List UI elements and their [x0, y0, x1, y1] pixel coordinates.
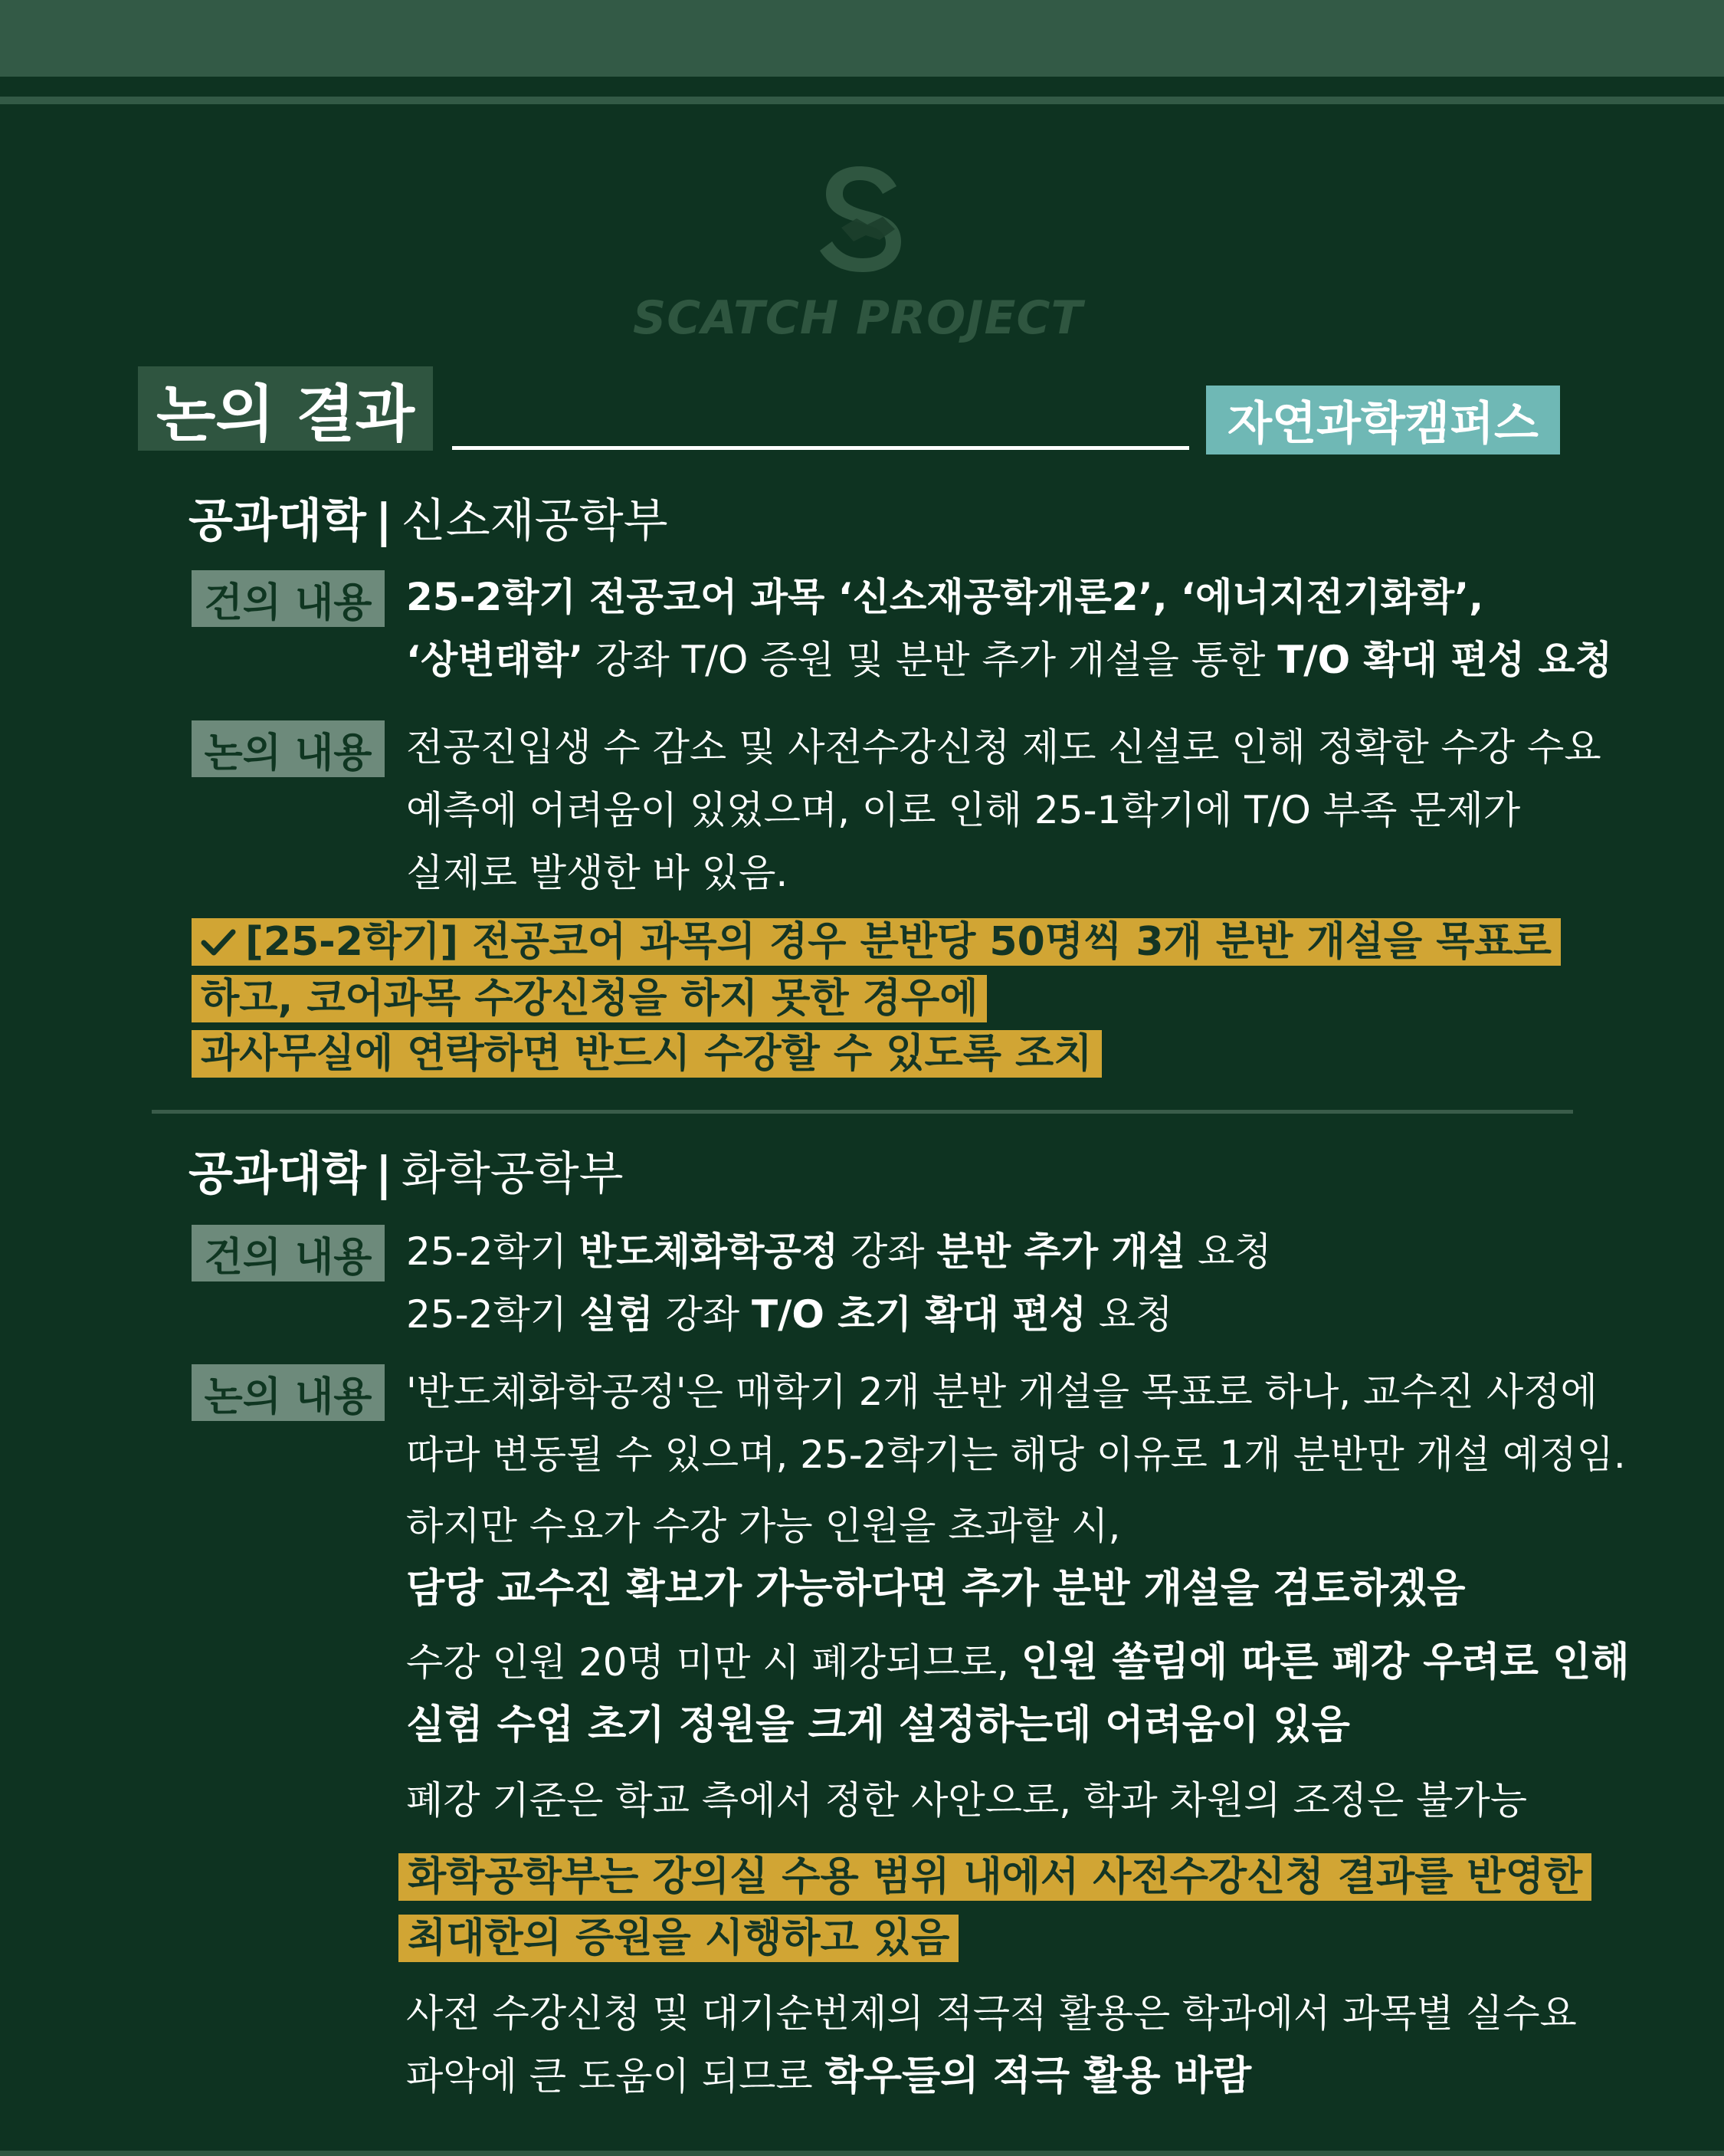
department-name: 화학공학부 [401, 1147, 624, 1201]
discussion-paragraph-1 [406, 1360, 1626, 1486]
section-heading-1 [188, 484, 668, 550]
proposal-line: 25-2학기 전공코어 과목 ‘신소재공학개론2’, ‘에너지전기화학’, [406, 575, 1484, 619]
proposal-tag: 건의 내용 [192, 570, 385, 627]
proposal-line-bold: T/O 확대 편성 요청 [1277, 638, 1613, 682]
college-name: 공과대학 [188, 1147, 366, 1201]
proposal-text [406, 1220, 1272, 1346]
proposal-tag: 건의 내용 [192, 1225, 385, 1281]
proposal-text [406, 566, 1612, 691]
result-text: [25-2학기] 전공코어 과목의 경우 분반당 50명씩 3개 분반 개설을 목표로 [245, 919, 1552, 965]
department-name: 신소재공학부 [401, 494, 668, 548]
discussion-tag: 논의 내용 [192, 1364, 385, 1421]
discussion-line-bold: 담당 교수진 확보가 가능하다면 추가 분반 개설을 검토하겠음 [406, 1566, 1466, 1612]
proposal-bold: 반도체화학공정 [578, 1229, 839, 1274]
discussion-regular: 수강 인원 20명 미만 시 폐강되므로, [406, 1640, 1021, 1685]
discussion-paragraph-2 [406, 1495, 1466, 1620]
section-heading-2 [188, 1137, 624, 1203]
discussion-line: 실제로 발생한 바 있음. [406, 851, 788, 895]
proposal-bold: T/O 초기 확대 편성 [751, 1292, 1087, 1337]
proposal-regular: 강좌 [838, 1229, 937, 1274]
discussion-line: '반도체화학공정'은 매학기 2개 분반 개설을 목표로 하나, 교수진 사정에 [406, 1370, 1598, 1414]
discussion-line: 전공진입생 수 감소 및 사전수강신청 제도 신설로 인해 정확한 수강 수요 [406, 725, 1601, 770]
college-name: 공과대학 [188, 494, 366, 548]
discussion-bold: 학우들의 적극 활용 바람 [824, 2053, 1252, 2099]
page-title: 논의 결과 [138, 366, 433, 451]
result-highlight-line [192, 918, 1561, 966]
discussion-line: 따라 변동될 수 있으며, 25-2학기는 해당 이유로 1개 분반만 개설 예정임. [406, 1432, 1626, 1477]
proposal-regular: 25-2학기 [406, 1292, 579, 1337]
bottom-divider [0, 2151, 1724, 2156]
section-divider [152, 1110, 1573, 1114]
proposal-regular: 강좌 [653, 1292, 752, 1337]
proposal-bold: 실험 [578, 1292, 654, 1337]
top-divider [0, 97, 1724, 104]
proposal-bold: 분반 추가 개설 [936, 1229, 1186, 1274]
discussion-paragraph-5 [406, 1982, 1577, 2108]
discussion-text [406, 716, 1601, 904]
checkmark-icon [201, 927, 236, 958]
scatch-logo-icon [812, 157, 913, 280]
discussion-paragraph-3 [406, 1631, 1630, 1757]
title-underline [452, 446, 1189, 450]
discussion-tag: 논의 내용 [192, 720, 385, 777]
result-highlight-line: 하고, 코어과목 수강신청을 하지 못한 경우에 [192, 975, 987, 1022]
result-highlight-line: 과사무실에 연락하면 반드시 수강할 수 있도록 조치 [192, 1030, 1102, 1078]
campus-badge: 자연과학캠퍼스 [1206, 386, 1560, 454]
proposal-regular: 요청 [1185, 1229, 1272, 1274]
proposal-regular: 요청 [1086, 1292, 1173, 1337]
discussion-line: 예측에 어려움이 있었으며, 이로 인해 25-1학기에 T/O 부족 문제가 [406, 788, 1521, 832]
conclusion-highlight-line: 최대한의 증원을 시행하고 있음 [398, 1915, 959, 1962]
discussion-line: 사전 수강신청 및 대기순번제의 적극적 활용은 학과에서 과목별 실수요 [406, 1991, 1577, 2036]
proposal-line-regular: 강좌 T/O 증원 및 분반 추가 개설을 통한 [583, 638, 1278, 682]
conclusion-highlight-line: 화학공학부는 강의실 수용 범위 내에서 사전수강신청 결과를 반영한 [398, 1853, 1591, 1901]
discussion-regular: 파악에 큰 도움이 되므로 [406, 2054, 825, 2099]
discussion-line: 폐강 기준은 학교 측에서 정한 사안으로, 학과 차원의 조정은 불가능 [406, 1778, 1528, 1823]
top-banner [0, 0, 1724, 77]
brand-name: SCATCH PROJECT [633, 291, 1083, 345]
discussion-line: 하지만 수요가 수강 가능 인원을 초과할 시, [406, 1504, 1121, 1548]
discussion-bold: 인원 쏠림에 따른 폐강 우려로 인해 [1021, 1639, 1630, 1685]
discussion-line-bold: 실험 수업 초기 정원을 크게 설정하는데 어려움이 있음 [406, 1702, 1350, 1748]
proposal-regular: 25-2학기 [406, 1229, 579, 1274]
proposal-line-bold: ‘상변태학’ [406, 638, 584, 682]
heading-separator: | [375, 1147, 392, 1201]
heading-separator: | [375, 494, 392, 548]
